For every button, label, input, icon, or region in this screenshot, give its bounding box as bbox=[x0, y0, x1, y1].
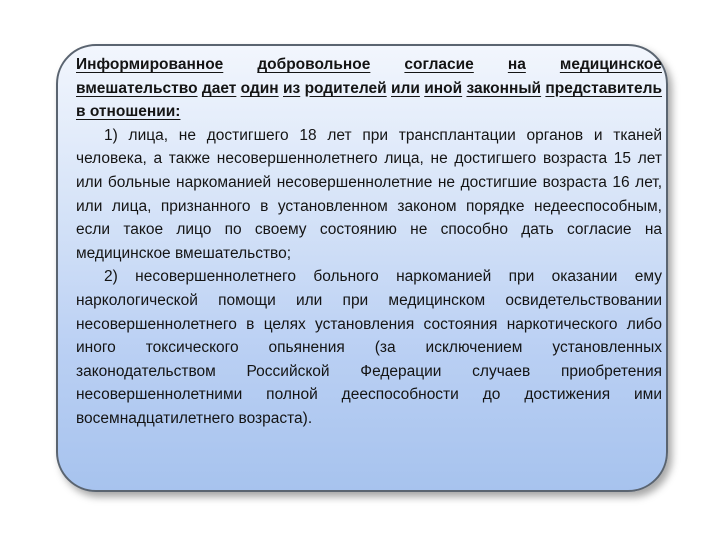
heading-word: Информированное bbox=[76, 56, 224, 73]
heading-word: дает bbox=[201, 79, 237, 97]
heading-word: представитель в отношении: bbox=[76, 79, 662, 121]
heading-word: согласие bbox=[404, 56, 474, 73]
heading-word: на bbox=[507, 56, 526, 73]
card-content bbox=[76, 53, 662, 431]
heading-word: один bbox=[240, 79, 279, 97]
heading-word: родителей bbox=[304, 79, 387, 97]
heading-word: медицинское bbox=[559, 56, 662, 73]
heading-word: иной bbox=[424, 79, 463, 97]
list-item-2: 2) несовершеннолетнего больного наркоманией при оказании ему наркологической помощи или при медицинском освидетельствовании несовершеннолетнего в целях установления состояния наркотического либо иного токсического опьянения (за исключением установленных законодательством Российской Федерации случаев приобретения несовершеннолетними полной дееспособности до достижения ими восемнадцатилетнего возраста). bbox=[76, 268, 662, 427]
heading-word: законный bbox=[466, 79, 542, 97]
card-heading bbox=[76, 53, 662, 124]
list-item-1: 1) лица, не достигшего 18 лет при трансплантации органов и тканей человека, а также несовершеннолетнего лица, не достигшего возраста 15 лет или больные наркоманией несовершеннолетние не достигшие возраста 16 лет, или лица, признанного в установленном законом порядке недееспособным, если такое лицо по своему состоянию не способно дать согласие на медицинское вмешательство; bbox=[76, 126, 662, 262]
heading-word: или bbox=[391, 79, 420, 97]
heading-word: вмешательство bbox=[76, 79, 198, 97]
heading-word: из bbox=[283, 79, 301, 97]
heading-word: добровольное bbox=[257, 56, 371, 73]
